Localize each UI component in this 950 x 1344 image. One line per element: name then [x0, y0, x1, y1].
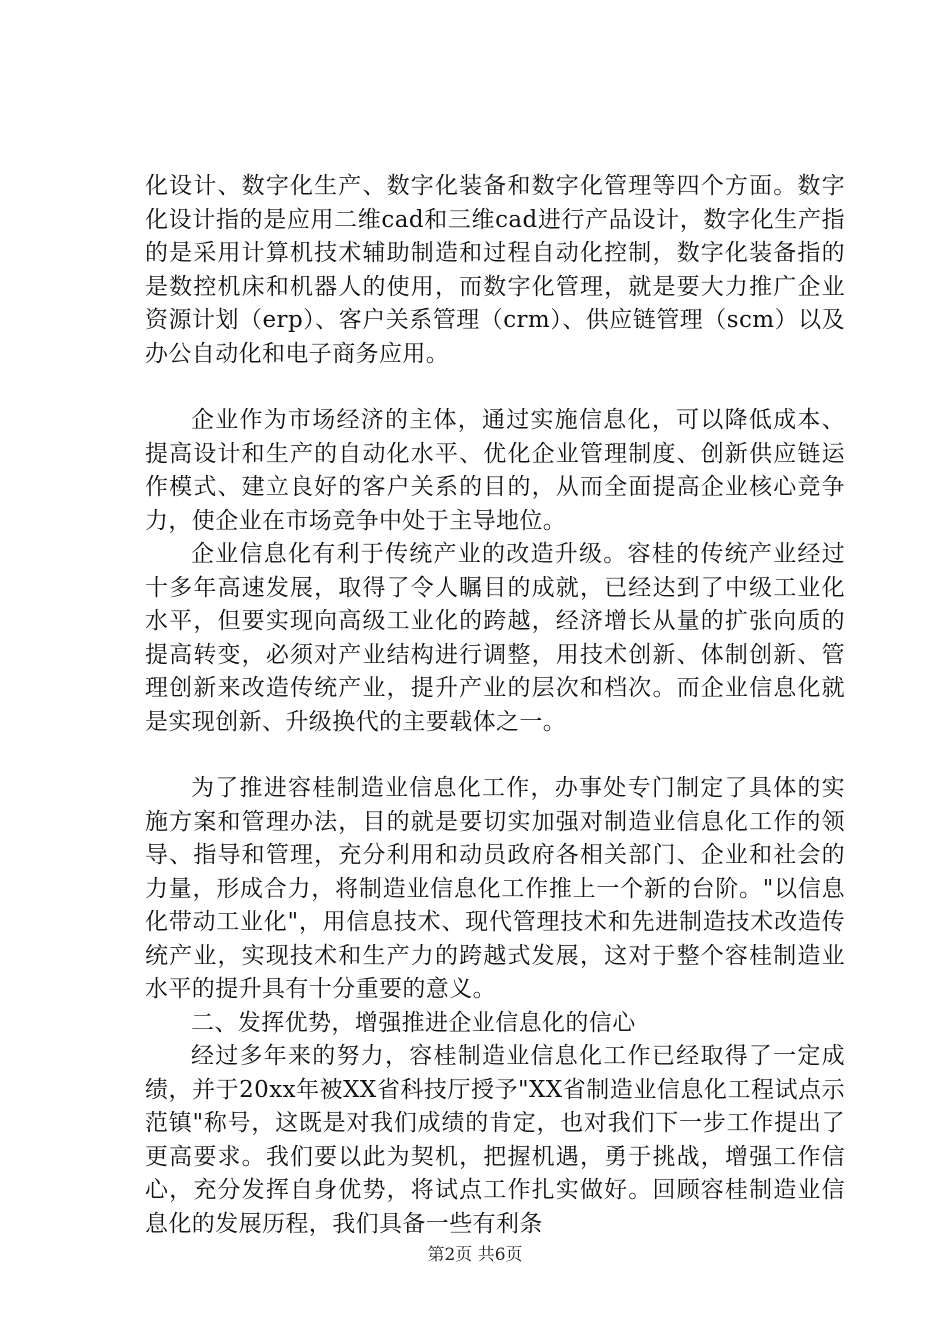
- paragraph-enterprise-benefits: 企业作为市场经济的主体，通过实施信息化，可以降低成本、提高设计和生产的自动化水平、优化企业管理制度、创新供应链运作模式、建立良好的客户关系的目的，从而全面提高企业核心竞争力，使企业在市场竞争中处于主导地位。: [145, 407, 845, 534]
- paragraph-promotion-plan: 为了推进容桂制造业信息化工作，办事处专门制定了具体的实施方案和管理办法，目的就是要切实加强对制造业信息化工作的领导、指导和管理，充分利用和动员政府各相关部门、企业和社会的力量，形成合力，将制造业信息化工作推上一个新的台阶。"以信息化带动工业化"，用信息技术、现代管理技术和先进制造技术改造传统产业，实现技术和生产力的跨越式发展，这对于整个容桂制造业水平的提升具有十分重要的意义。: [145, 775, 845, 1002]
- page-number-footer: 第2页 共6页: [427, 1245, 523, 1265]
- document-body: [145, 170, 845, 1241]
- paragraph-industry-upgrade: 企业信息化有利于传统产业的改造升级。容桂的传统产业经过十多年高速发展，取得了令人瞩目的成就，已经达到了中级工业化水平，但要实现向高级工业化的跨越，经济增长从量的扩张向质的提高转变，必须对产业结构进行调整，用技术创新、体制创新、管理创新来改造传统产业，提升产业的层次和档次。而企业信息化就是实现创新、升级换代的主要载体之一。: [145, 541, 845, 735]
- paragraph-achievements: 经过多年来的努力，容桂制造业信息化工作已经取得了一定成绩，并于20xx年被XX省科技厅授予"XX省制造业信息化工程试点示范镇"称号，这既是对我们成绩的肯定，也对我们下一步工作提出了更高要求。我们要以此为契机，把握机遇，勇于挑战，增强工作信心，充分发挥自身优势，将试点工作扎实做好。回顾容桂制造业信息化的发展历程，我们具备一些有利条: [145, 1043, 845, 1237]
- section-heading: 二、发挥优势，增强推进企业信息化的信心: [191, 1009, 636, 1036]
- paragraph-digitalization-scope: 化设计、数字化生产、数字化装备和数字化管理等四个方面。数字化设计指的是应用二维cad和三维cad进行产品设计，数字化生产指的是采用计算机技术辅助制造和过程自动化控制，数字化装备指的是数控机床和机器人的使用，而数字化管理，就是要大力推广企业资源计划（erp）、客户关系管理（crm）、供应链管理（scm）以及办公自动化和电子商务应用。: [145, 173, 845, 367]
